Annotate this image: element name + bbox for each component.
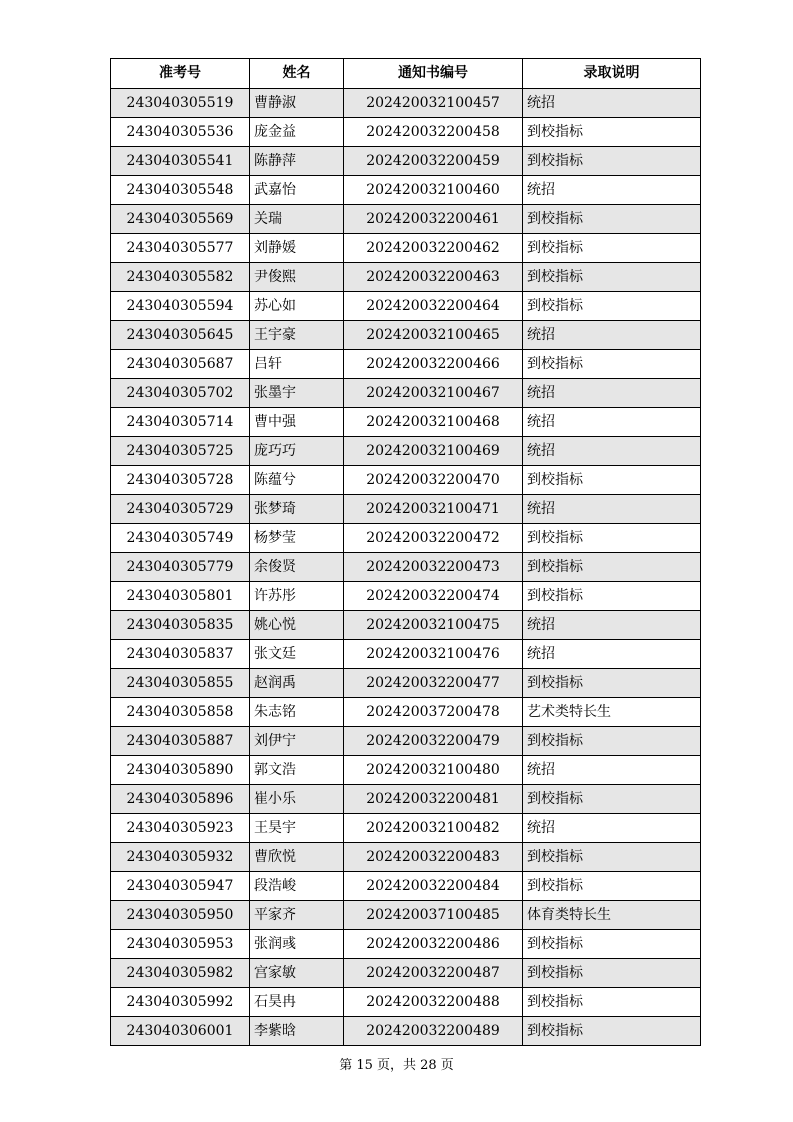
cell-exam-number: 243040305896 (111, 785, 250, 814)
cell-admission-note: 到校指标 (523, 147, 701, 176)
cell-admission-note: 到校指标 (523, 118, 701, 147)
cell-student-name: 张墨宇 (250, 379, 344, 408)
cell-admission-note: 到校指标 (523, 205, 701, 234)
cell-student-name: 石昊冉 (250, 988, 344, 1017)
cell-notice-number: 202420032200477 (344, 669, 523, 698)
cell-exam-number: 243040305837 (111, 640, 250, 669)
cell-student-name: 王宇豪 (250, 321, 344, 350)
cell-notice-number: 202420032200488 (344, 988, 523, 1017)
cell-student-name: 赵润禹 (250, 669, 344, 698)
table-row (111, 495, 701, 524)
cell-student-name: 吕轩 (250, 350, 344, 379)
cell-exam-number: 243040305982 (111, 959, 250, 988)
cell-admission-note: 到校指标 (523, 930, 701, 959)
cell-notice-number: 202420032200483 (344, 843, 523, 872)
cell-notice-number: 202420032200462 (344, 234, 523, 263)
table-row (111, 814, 701, 843)
cell-student-name: 余俊贤 (250, 553, 344, 582)
cell-admission-note: 统招 (523, 176, 701, 205)
cell-admission-note: 到校指标 (523, 1017, 701, 1046)
cell-notice-number: 202420032200463 (344, 263, 523, 292)
table-row (111, 147, 701, 176)
cell-notice-number: 202420032200470 (344, 466, 523, 495)
cell-student-name: 段浩峻 (250, 872, 344, 901)
cell-admission-note: 统招 (523, 756, 701, 785)
table-row (111, 698, 701, 727)
cell-student-name: 刘静媛 (250, 234, 344, 263)
cell-exam-number: 243040305687 (111, 350, 250, 379)
cell-exam-number: 243040305835 (111, 611, 250, 640)
cell-admission-note: 统招 (523, 495, 701, 524)
cell-notice-number: 202420032200466 (344, 350, 523, 379)
table-row (111, 553, 701, 582)
cell-student-name: 宫家敏 (250, 959, 344, 988)
table-row (111, 524, 701, 553)
cell-notice-number: 202420032100469 (344, 437, 523, 466)
cell-exam-number: 243040306001 (111, 1017, 250, 1046)
cell-notice-number: 202420032100457 (344, 89, 523, 118)
cell-notice-number: 202420032200474 (344, 582, 523, 611)
table-row (111, 321, 701, 350)
cell-admission-note: 到校指标 (523, 524, 701, 553)
cell-admission-note: 统招 (523, 379, 701, 408)
header-name: 姓名 (250, 59, 344, 89)
cell-admission-note: 到校指标 (523, 988, 701, 1017)
cell-admission-note: 到校指标 (523, 872, 701, 901)
cell-admission-note: 统招 (523, 814, 701, 843)
cell-admission-note: 统招 (523, 89, 701, 118)
cell-admission-note: 到校指标 (523, 727, 701, 756)
cell-student-name: 王昊宇 (250, 814, 344, 843)
cell-exam-number: 243040305923 (111, 814, 250, 843)
cell-exam-number: 243040305725 (111, 437, 250, 466)
cell-exam-number: 243040305887 (111, 727, 250, 756)
cell-exam-number: 243040305890 (111, 756, 250, 785)
cell-exam-number: 243040305582 (111, 263, 250, 292)
table-row (111, 582, 701, 611)
table-row (111, 611, 701, 640)
cell-student-name: 陈静萍 (250, 147, 344, 176)
cell-notice-number: 202420032200481 (344, 785, 523, 814)
cell-exam-number: 243040305932 (111, 843, 250, 872)
cell-notice-number: 202420032200472 (344, 524, 523, 553)
cell-student-name: 郭文浩 (250, 756, 344, 785)
cell-notice-number: 202420032200479 (344, 727, 523, 756)
cell-student-name: 李紫晗 (250, 1017, 344, 1046)
cell-notice-number: 202420032100480 (344, 756, 523, 785)
cell-notice-number: 202420037200478 (344, 698, 523, 727)
cell-notice-number: 202420032200487 (344, 959, 523, 988)
cell-student-name: 曹中强 (250, 408, 344, 437)
table-row (111, 176, 701, 205)
cell-student-name: 陈蕴兮 (250, 466, 344, 495)
cell-student-name: 杨梦莹 (250, 524, 344, 553)
cell-exam-number: 243040305645 (111, 321, 250, 350)
cell-notice-number: 202420032100467 (344, 379, 523, 408)
cell-notice-number: 202420032100468 (344, 408, 523, 437)
table-row (111, 901, 701, 930)
table-row (111, 118, 701, 147)
table-row (111, 350, 701, 379)
cell-exam-number: 243040305749 (111, 524, 250, 553)
cell-student-name: 张润彧 (250, 930, 344, 959)
cell-exam-number: 243040305541 (111, 147, 250, 176)
table-body (111, 89, 701, 1046)
cell-notice-number: 202420032100471 (344, 495, 523, 524)
cell-exam-number: 243040305858 (111, 698, 250, 727)
cell-notice-number: 202420032200459 (344, 147, 523, 176)
cell-student-name: 平家齐 (250, 901, 344, 930)
admission-list-sheet (110, 58, 700, 1046)
cell-exam-number: 243040305536 (111, 118, 250, 147)
table-row (111, 930, 701, 959)
cell-admission-note: 到校指标 (523, 582, 701, 611)
cell-exam-number: 243040305947 (111, 872, 250, 901)
cell-student-name: 曹欣悦 (250, 843, 344, 872)
cell-exam-number: 243040305855 (111, 669, 250, 698)
admission-table (110, 58, 701, 1046)
cell-admission-note: 统招 (523, 437, 701, 466)
table-row (111, 234, 701, 263)
table-row (111, 437, 701, 466)
table-header-row (111, 59, 701, 89)
table-row (111, 640, 701, 669)
table-row (111, 379, 701, 408)
cell-admission-note: 到校指标 (523, 234, 701, 263)
table-row (111, 408, 701, 437)
cell-student-name: 武嘉怡 (250, 176, 344, 205)
cell-notice-number: 202420032200484 (344, 872, 523, 901)
cell-student-name: 庞巧巧 (250, 437, 344, 466)
cell-notice-number: 202420032200489 (344, 1017, 523, 1046)
cell-admission-note: 到校指标 (523, 292, 701, 321)
cell-student-name: 曹静淑 (250, 89, 344, 118)
cell-exam-number: 243040305992 (111, 988, 250, 1017)
cell-admission-note: 统招 (523, 321, 701, 350)
cell-notice-number: 202420032200464 (344, 292, 523, 321)
page-footer: 第 15 页，共 28 页 (339, 1058, 454, 1073)
table-row (111, 872, 701, 901)
table-row (111, 988, 701, 1017)
cell-notice-number: 202420032100476 (344, 640, 523, 669)
cell-exam-number: 243040305714 (111, 408, 250, 437)
cell-student-name: 姚心悦 (250, 611, 344, 640)
cell-notice-number: 202420032100482 (344, 814, 523, 843)
cell-admission-note: 到校指标 (523, 466, 701, 495)
cell-notice-number: 202420032200458 (344, 118, 523, 147)
table-row (111, 292, 701, 321)
table-row (111, 785, 701, 814)
table-row (111, 205, 701, 234)
table-row (111, 263, 701, 292)
cell-exam-number: 243040305594 (111, 292, 250, 321)
cell-exam-number: 243040305953 (111, 930, 250, 959)
cell-admission-note: 到校指标 (523, 785, 701, 814)
cell-exam-number: 243040305801 (111, 582, 250, 611)
cell-exam-number: 243040305519 (111, 89, 250, 118)
cell-admission-note: 到校指标 (523, 669, 701, 698)
cell-admission-note: 到校指标 (523, 553, 701, 582)
cell-student-name: 苏心如 (250, 292, 344, 321)
cell-student-name: 张文廷 (250, 640, 344, 669)
cell-exam-number: 243040305569 (111, 205, 250, 234)
cell-exam-number: 243040305728 (111, 466, 250, 495)
cell-admission-note: 到校指标 (523, 959, 701, 988)
cell-exam-number: 243040305702 (111, 379, 250, 408)
cell-exam-number: 243040305577 (111, 234, 250, 263)
cell-admission-note: 统招 (523, 640, 701, 669)
header-exam-number: 准考号 (111, 59, 250, 89)
cell-exam-number: 243040305950 (111, 901, 250, 930)
table-row (111, 466, 701, 495)
cell-student-name: 尹俊熙 (250, 263, 344, 292)
cell-notice-number: 202420032100465 (344, 321, 523, 350)
cell-student-name: 关瑞 (250, 205, 344, 234)
table-row (111, 89, 701, 118)
table-row (111, 727, 701, 756)
cell-exam-number: 243040305779 (111, 553, 250, 582)
table-row (111, 959, 701, 988)
cell-admission-note: 艺术类特长生 (523, 698, 701, 727)
cell-student-name: 崔小乐 (250, 785, 344, 814)
cell-notice-number: 202420032200486 (344, 930, 523, 959)
cell-exam-number: 243040305729 (111, 495, 250, 524)
cell-student-name: 朱志铭 (250, 698, 344, 727)
table-row (111, 756, 701, 785)
cell-exam-number: 243040305548 (111, 176, 250, 205)
table-row (111, 1017, 701, 1046)
table-row (111, 843, 701, 872)
cell-notice-number: 202420032200461 (344, 205, 523, 234)
cell-admission-note: 到校指标 (523, 263, 701, 292)
cell-notice-number: 202420032100460 (344, 176, 523, 205)
cell-admission-note: 到校指标 (523, 350, 701, 379)
cell-notice-number: 202420032100475 (344, 611, 523, 640)
cell-student-name: 许苏彤 (250, 582, 344, 611)
cell-student-name: 刘伊宁 (250, 727, 344, 756)
table-row (111, 669, 701, 698)
header-notice-number: 通知书编号 (344, 59, 523, 89)
cell-notice-number: 202420037100485 (344, 901, 523, 930)
cell-admission-note: 统招 (523, 611, 701, 640)
cell-admission-note: 到校指标 (523, 843, 701, 872)
header-admission-note: 录取说明 (523, 59, 701, 89)
cell-notice-number: 202420032200473 (344, 553, 523, 582)
cell-student-name: 庞金益 (250, 118, 344, 147)
cell-admission-note: 体育类特长生 (523, 901, 701, 930)
cell-admission-note: 统招 (523, 408, 701, 437)
cell-student-name: 张梦琦 (250, 495, 344, 524)
